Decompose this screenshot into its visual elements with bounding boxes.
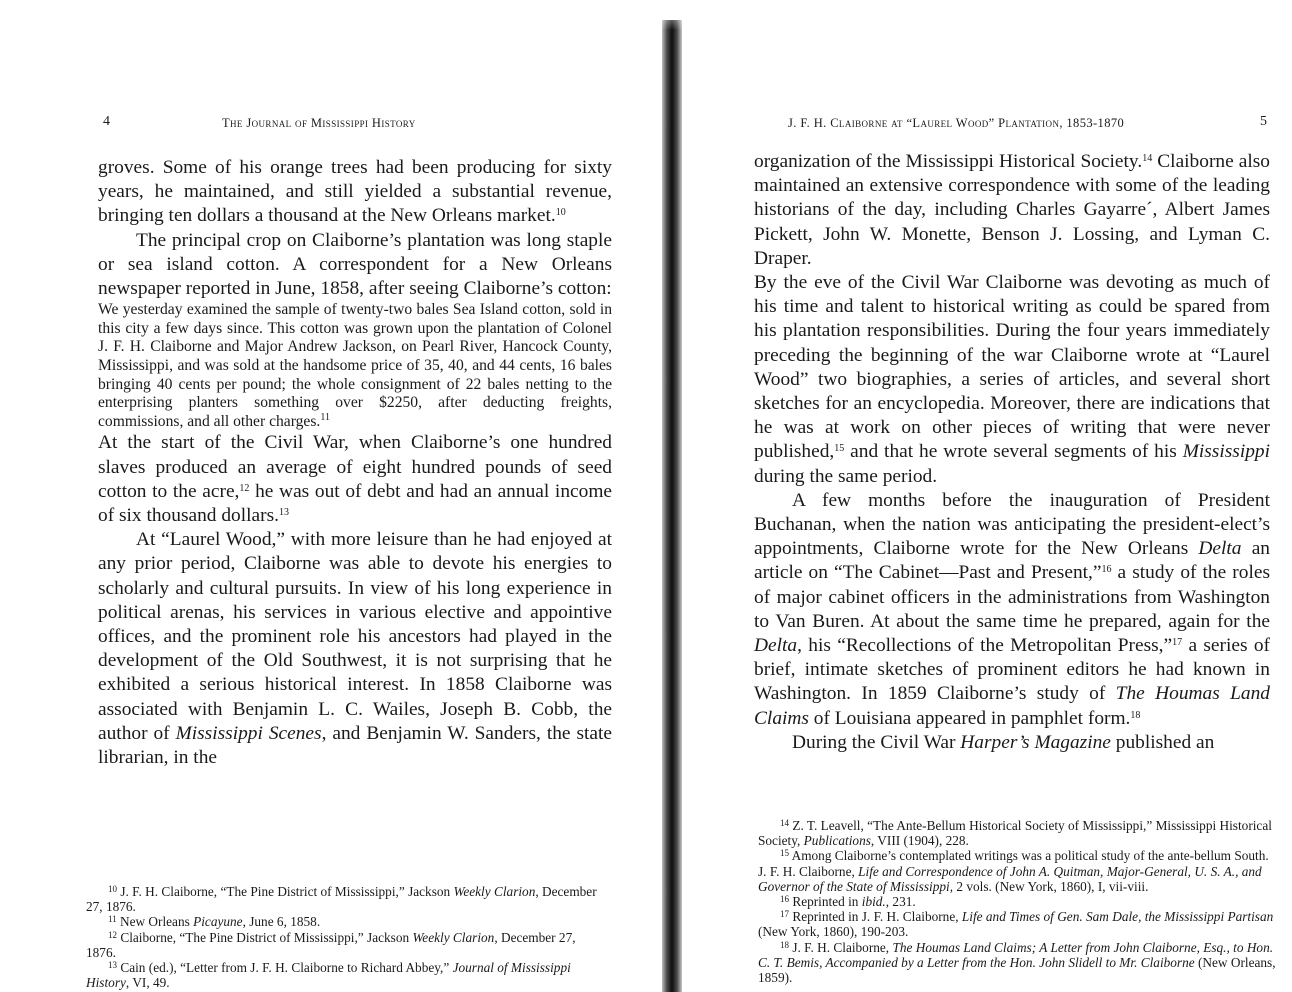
paragraph: By the eve of the Civil War Claiborne was devoting as much of his time and talent to historical writing as could be spared from his plantation responsibilities. During the four years immediately preceding the beginning of the war Claiborne wrote at “Laurel Wood” two biographies, a series of articles, and several short sketches for an encyclopedia. Moreover, there are indications that he was at work on other pieces of writing that were never published,$^{15}$ and that he wrote several segments of his Mississippi during the same period. [754,272,1270,487]
page-number: 5 [1260,114,1267,129]
footnote-marker: 11 [320,411,330,423]
footnote-marker: 13 [108,960,117,971]
footnote-marker: 13 [278,506,289,518]
footnote-marker: 10 [555,207,566,219]
footnote-marker: 17 [780,909,789,920]
footnote: $^{12}$ Claiborne, “The Pine District of Mississippi,” Jackson Weekly Clarion, December 27, 1876. [86,929,576,960]
footnote-marker: 15 [780,848,789,859]
footnote: $^{10}$ J. F. H. Claiborne, “The Pine District of Mississippi,” Jackson Weekly Clarion, December 27, 1876. [86,884,597,915]
footnote-marker: 18 [780,939,789,950]
paragraph: During the Civil War Harper’s Magazine published an [792,731,1215,753]
footnotes [758,818,1276,985]
running-head: The Journal of Mississippi History [222,116,416,130]
footnote-marker: 17 [1172,637,1183,649]
footnote: $^{18}$ J. F. H. Claiborne, The Houmas Land Claims; A Letter from John Claiborne, Esq., to Hon. C. T. Bemis, Accompanied by a Letter from the Hon. John Slidell to Mr. Claiborne (New Orleans, 1859). [758,939,1276,986]
footnote-marker: 16 [780,894,789,905]
paragraph: A few months before the inauguration of President Buchanan, when the nation was anticipating the president-elect’s appointments, Claiborne wrote for the New Orleans Delta an article on “The Cabinet—Past and Present,”$^{16}$ a study of the roles of major cabinet officers in the administrations from Washington to Van Buren. At about the same time he prepared, again for the Delta, his “Recollections of the Metropolitan Press,”$^{17}$ a series of brief, intimate sketches of prominent editors he had known in Washington. In 1859 Claiborne’s study of The Houmas Land Claims of Louisiana appeared in pamphlet form.$^{18}$ [754,489,1270,729]
footnote-marker: 10 [108,884,117,894]
main-text [754,150,1270,755]
footnote-marker: 12 [239,482,250,494]
footnote-marker: 15 [834,443,845,455]
running-head: J. F. H. Claiborne at “Laurel Wood” Plantation, 1853-1870 [788,116,1125,130]
footnote-marker: 11 [108,914,117,925]
footnote-marker: 14 [1142,153,1153,164]
page-number: 4 [103,114,110,129]
footnote-marker: 12 [108,929,117,940]
footnote: $^{11}$ New Orleans Picayune, June 6, 1858. [108,914,321,930]
footnote-marker: 18 [1130,709,1141,721]
block-quote: We yesterday examined the sample of twenty-two bales Sea Island cotton, sold in this city a few days since. This cotton was grown upon the plantation of Colonel J. F. H. Claiborne and Major Andrew Jackson, on Pearl River, Hancock County, Mississippi, and was sold at the handsome price of 35, 40, and 44 cents, 16 bales bringing 40 cents per pound; the whole consignment of 22 bales netting to the enterprising planters something over $2250, after deducting freights, commissions, and all other charges.$^{11}$ [98,301,612,430]
spine-shadow [652,0,692,30]
footnote: $^{15}$ Among Claiborne’s contemplated writings was a political study of the ante-bellum South. J. F. H. Claiborne, Life and Correspondence of John A. Quitman, Major-General, U. S. A., and Governor of the State of Mississippi, 2 vols. (New York, 1860), I, vii-viii. [758,848,1269,894]
paragraph: At the start of the Civil War, when Claiborne’s one hundred slaves produced an average of eight hundred pounds of seed cotton to the acre,$^{12}$ he was out of debt and had an annual income of six thousand dollars.$^{13}$ [98,432,613,526]
footnote: $^{13}$ Cain (ed.), “Letter from J. F. H. Claiborne to Richard Abbey,” Journal of Mississippi History, VI, 49. [86,960,571,991]
right-page [690,0,1292,992]
paragraph: organization of the Mississippi Historical Society.$^{14}$ Claiborne also maintained an extensive correspondence with some of the leading historians of the day, including Charles Gayarre´, Albert James Pickett, John W. Monette, Benson J. Lossing, and Lyman C. Draper. [754,151,1270,269]
footnote: $^{14}$ Z. T. Leavell, “The Ante-Bellum Historical Society of Mississippi,” Mississippi Historical Society, Publications, VIII (1904), 228. [758,818,1272,849]
footnotes [86,884,598,990]
footnote-marker: 14 [780,818,789,828]
left-page [0,0,640,992]
footnote: $^{17}$ Reprinted in J. F. H. Claiborne, Life and Times of Gen. Sam Dale, the Mississippi Partisan (New York, 1860), 190-203. [758,909,1274,940]
footnote: $^{16}$ Reprinted in ibid., 231. [780,894,916,910]
paragraph: groves. Some of his orange trees had been producing for sixty years, he maintained, and still yielded a substantial revenue, bringing ten dollars a thousand at the New Orleans market.$^{10}$ [98,157,612,227]
main-text [98,156,612,770]
footnote-marker: 16 [1101,564,1112,576]
paragraph: The principal crop on Claiborne’s plantation was long staple or sea island cotton. A correspondent for a New Orleans newspaper reported in June, 1858, after seeing Claiborne’s cotton: [98,229,612,300]
paragraph: At “Laurel Wood,” with more leisure than he had enjoyed at any prior period, Claiborne was able to devote his energies to scholarly and cultural pursuits. In view of his long experience in political arenas, his services in various elective and appointive offices, and the prominent role his ancestors had played in the development of the Old Southwest, it is not surprising that he exhibited a serious historical interest. In 1858 Claiborne was associated with Benjamin L. C. Wailes, Joseph B. Cobb, the author of Mississippi Scenes, and Benjamin W. Sanders, the state librarian, in the [98,529,612,769]
book-spine [662,20,682,992]
